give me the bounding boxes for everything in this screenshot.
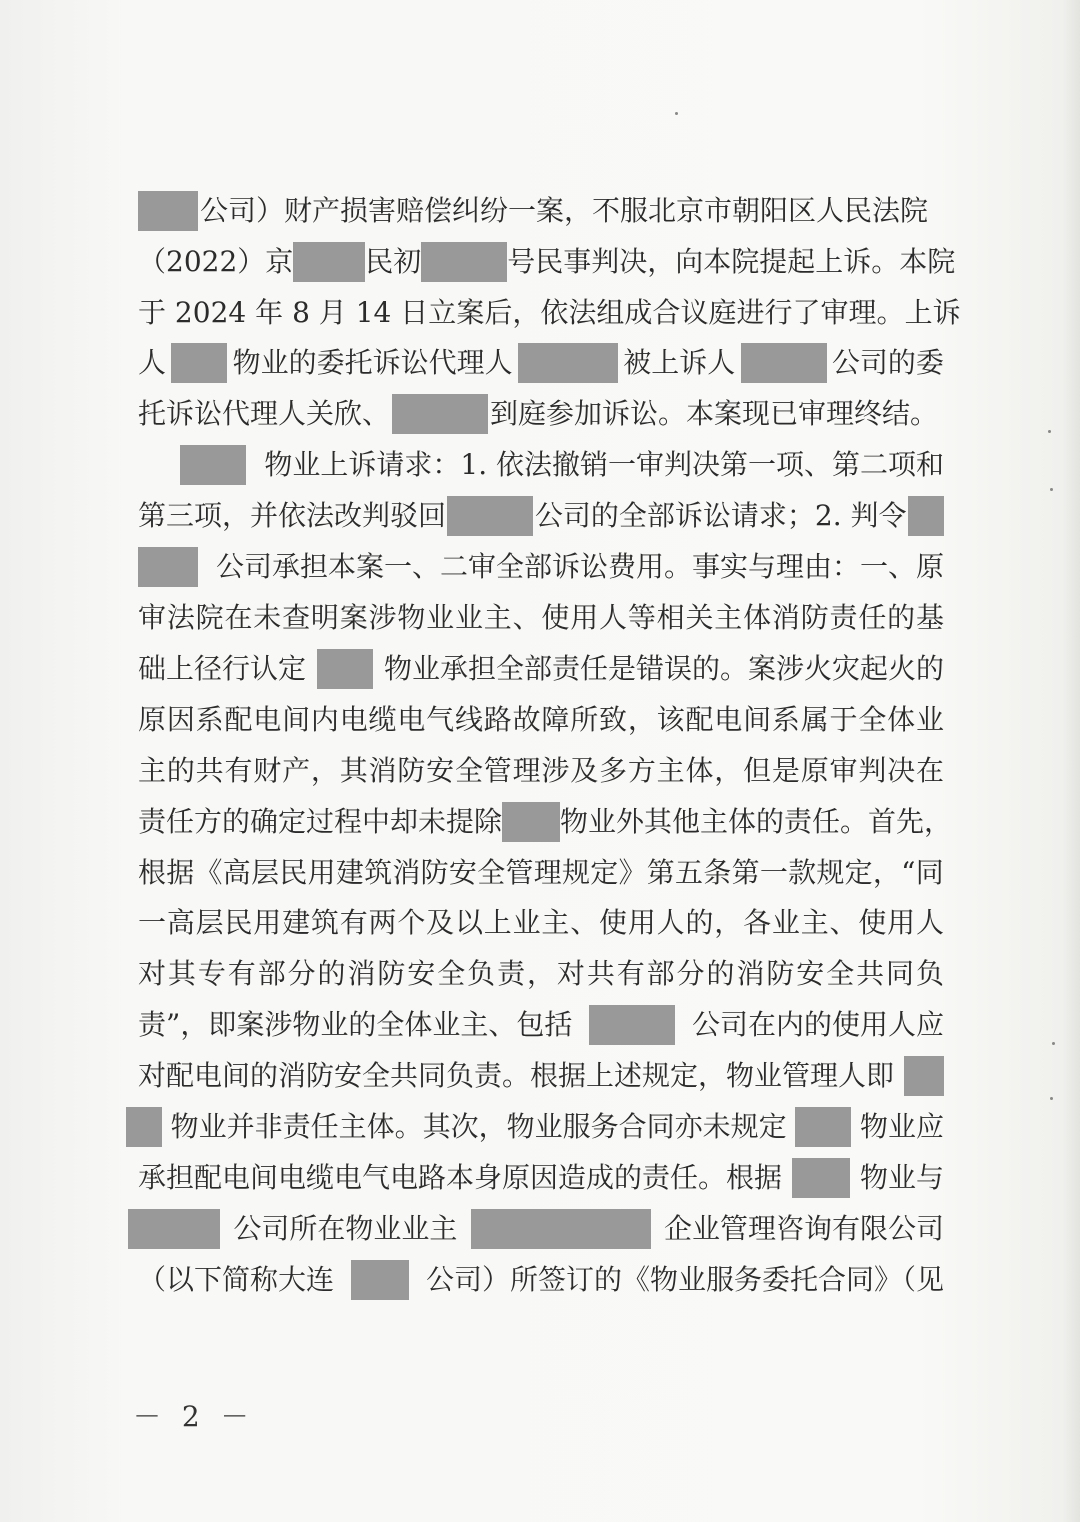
text-char (283, 288, 292, 338)
scan-speck (1050, 1097, 1053, 1100)
text-segment: 被上诉人 (623, 346, 736, 379)
text-char: 体 (685, 754, 714, 787)
redaction-block (795, 1107, 851, 1147)
text-char: 规 (561, 856, 590, 889)
text-char: 上 (904, 296, 933, 329)
text-char: 主 (483, 601, 512, 634)
text-char: 同 (915, 856, 944, 889)
page-number: － 2 － (133, 1400, 255, 1433)
text-char: 故 (512, 703, 541, 736)
text-char: 用 (307, 856, 336, 889)
text-char: 的 (166, 754, 195, 787)
text-char: 建 (282, 906, 311, 939)
text-char: 消 (736, 957, 765, 990)
text-char: 安 (407, 957, 436, 990)
text-char: 审 (829, 754, 858, 787)
text-char: 电 (253, 703, 282, 736)
text-line (126, 1102, 944, 1152)
text-segment: （2022）京 (138, 245, 294, 278)
text-char: 业 (454, 601, 483, 634)
text-char: 规 (816, 856, 845, 889)
text-segment: 物业与 (859, 1161, 944, 1194)
redaction-block (126, 1107, 162, 1147)
text-char: 多 (599, 754, 628, 787)
text-line (138, 237, 956, 287)
text-line (138, 1255, 944, 1305)
text-char: 了 (792, 296, 821, 329)
text-char: 防 (766, 957, 795, 990)
text-char: 负 (467, 957, 496, 990)
text-char: ， (526, 957, 555, 990)
redaction-block (171, 343, 227, 383)
redaction-block (908, 496, 944, 536)
scan-speck (1052, 1042, 1055, 1045)
text-segment (138, 695, 944, 745)
text-char: 理 (533, 856, 562, 889)
text-segment: 物业外其他主体的责任。首先， (560, 805, 953, 838)
text-char: 在 (224, 601, 253, 634)
text-char: 主 (541, 906, 570, 939)
text-line (138, 288, 961, 338)
text-segment: 公司）所签订的《物业服务委托合同》（见 (425, 1263, 944, 1296)
text-char: 原 (138, 703, 167, 736)
text-char: 防 (397, 754, 426, 787)
text-char: 业 (426, 601, 455, 634)
text-char: 有 (227, 957, 256, 990)
text-char: 因 (166, 703, 195, 736)
text-segment: 企业管理咨询有限公司 (663, 1212, 944, 1245)
text-char: 安 (448, 856, 477, 889)
text-char: 间 (743, 703, 772, 736)
text-char: 查 (282, 601, 311, 634)
text-char: 障 (541, 703, 570, 736)
text-char: 进 (736, 296, 765, 329)
text-segment (138, 848, 944, 898)
text-char: 民 (224, 906, 253, 939)
text-segment: 公司）财产损害赔偿纠纷一案，不服北京市朝阳区人民法院 (200, 194, 929, 227)
text-char: 一 (759, 856, 788, 889)
text-char: 筑 (364, 856, 393, 889)
text-char: 人 (599, 601, 628, 634)
text-segment: 责任方的确定过程中却未提除 (138, 805, 503, 838)
text-char: 共 (586, 957, 615, 990)
text-char: 致 (599, 703, 628, 736)
text-segment (138, 898, 944, 948)
text-char: 成 (624, 296, 653, 329)
text-segment (138, 593, 944, 643)
text-char: 任 (858, 601, 887, 634)
text-char: 是 (771, 754, 800, 787)
text-char: 涉 (541, 754, 570, 787)
text-char: 其 (339, 754, 368, 787)
text-line (180, 440, 944, 490)
text-char: 以 (454, 906, 483, 939)
text-segment (138, 949, 944, 999)
text-char: 个 (397, 906, 426, 939)
text-segment: 承担配电间电缆电气电路本身原因造成的责任。根据 (138, 1161, 783, 1194)
text-char: 有 (224, 754, 253, 787)
text-char: 立 (428, 296, 457, 329)
text-char: 管 (505, 856, 534, 889)
text-char: 决 (887, 754, 916, 787)
text-segment: 号民事判决，向本院提起上诉。本院 (507, 245, 956, 278)
text-char (310, 288, 319, 338)
text-char: 、 (829, 906, 858, 939)
text-char: 有 (616, 957, 645, 990)
text-char: ， (714, 754, 743, 787)
text-char: 主 (138, 754, 167, 787)
text-line (138, 644, 944, 694)
text-char: 电 (397, 703, 426, 736)
text-char: 安 (426, 754, 455, 787)
text-char: 涉 (368, 601, 397, 634)
text-char: 缆 (368, 703, 397, 736)
text-char: 月 (318, 296, 347, 329)
text-char: 安 (796, 957, 825, 990)
text-char: 全 (826, 957, 855, 990)
text-segment: 物业承担全部责任是错误的。案涉火灾起火的 (383, 652, 944, 685)
text-segment: 公司的委 (831, 346, 944, 379)
redaction-block (317, 649, 373, 689)
text-char: 责 (497, 957, 526, 990)
text-segment: （以下简称大连 (138, 1263, 335, 1296)
text-line (138, 338, 944, 388)
text-char: 专 (197, 957, 226, 990)
text-char: 第 (646, 856, 675, 889)
text-char: 部 (257, 957, 286, 990)
text-char: 分 (676, 957, 705, 990)
text-char: 判 (858, 754, 887, 787)
text-segment: 第三项，并依法改判驳回 (138, 499, 447, 532)
text-char: 层 (251, 856, 280, 889)
text-char: 用 (253, 906, 282, 939)
text-char: 该 (656, 703, 685, 736)
scan-speck (1050, 488, 1053, 491)
page-edge-shadow (1062, 0, 1080, 1522)
redaction-block (447, 496, 533, 536)
text-char: 理 (512, 754, 541, 787)
text-char: 高 (166, 906, 195, 939)
text-char: 两 (368, 906, 397, 939)
text-char: 消 (392, 856, 421, 889)
text-line (138, 186, 944, 236)
text-char: 电 (339, 703, 368, 736)
text-char: 、 (570, 906, 599, 939)
text-line (138, 898, 944, 948)
text-line (138, 1153, 944, 1203)
redaction-block (792, 1158, 850, 1198)
text-char: 理 (848, 296, 877, 329)
text-char: ， (872, 856, 901, 889)
text-segment: 民初 (365, 245, 422, 278)
text-line (138, 695, 944, 745)
text-char: 使 (858, 906, 887, 939)
text-char: 筑 (310, 906, 339, 939)
redaction-block (180, 445, 246, 485)
text-char: 在 (915, 754, 944, 787)
text-char: 用 (887, 906, 916, 939)
text-char: 消 (347, 957, 376, 990)
text-char: 依 (540, 296, 569, 329)
text-char: 上 (483, 906, 512, 939)
text-char: 负 (915, 957, 944, 990)
redaction-block (421, 242, 507, 282)
text-line (138, 1000, 944, 1050)
text-char: 部 (646, 957, 675, 990)
text-char: 2 (210, 296, 229, 329)
text-char: 内 (310, 703, 339, 736)
text-char: 方 (627, 754, 656, 787)
text-char: 合 (652, 296, 681, 329)
redaction-block (138, 547, 198, 587)
text-char: 层 (195, 906, 224, 939)
text-char: 1 (355, 296, 374, 329)
text-char: 业 (512, 906, 541, 939)
text-char: 人 (656, 906, 685, 939)
text-char: 建 (335, 856, 364, 889)
text-char: 第 (731, 856, 760, 889)
text-char: 所 (570, 703, 599, 736)
text-char: 物 (397, 601, 426, 634)
text-char: 但 (743, 754, 772, 787)
text-char: 4 (373, 296, 392, 329)
text-char: ， (627, 703, 656, 736)
text-char: 体 (743, 601, 772, 634)
text-char: 主 (714, 601, 743, 634)
text-char: 明 (310, 601, 339, 634)
text-line (138, 949, 944, 999)
text-char: 诉 (932, 296, 961, 329)
text-segment: 公司承担本案一、二审全部诉讼费用。事实与理由：一、原 (215, 550, 944, 583)
text-char: 等 (627, 601, 656, 634)
text-char: 相 (656, 601, 685, 634)
text-char: 全 (858, 703, 887, 736)
text-segment: 物业上诉请求：1. 依法撤销一审判决第一项、第二项和 (264, 448, 944, 481)
redaction-block (138, 191, 198, 231)
text-segment: 公司在内的使用人应 (691, 1008, 944, 1041)
text-char: 未 (253, 601, 282, 634)
text-line (138, 848, 944, 898)
text-char: 的 (887, 601, 916, 634)
text-segment: 公司所在物业业主 (233, 1212, 458, 1245)
text-segment: 础上径行认定 (138, 652, 307, 685)
text-char: 使 (541, 601, 570, 634)
text-char: 、 (512, 601, 541, 634)
text-char (347, 288, 356, 338)
text-char: 对 (556, 957, 585, 990)
text-char: 及 (570, 754, 599, 787)
redaction-block (471, 1209, 651, 1249)
text-char: 有 (339, 906, 368, 939)
text-segment: 物业应 (859, 1110, 944, 1143)
text-segment: 人 (138, 346, 167, 379)
text-char: 属 (800, 703, 829, 736)
text-char: 议 (680, 296, 709, 329)
text-line (138, 389, 944, 439)
text-segment: 托诉讼代理人关欣、 (138, 397, 391, 430)
redaction-block (589, 1005, 675, 1045)
text-char: 2 (174, 296, 193, 329)
text-char (166, 288, 175, 338)
text-char: 业 (915, 703, 944, 736)
text-char: 的 (685, 906, 714, 939)
text-segment: 物业并非责任主体。其次，物业服务合同亦未规定 (170, 1110, 787, 1143)
text-char: 防 (377, 957, 406, 990)
text-char: 全 (437, 957, 466, 990)
text-char: 消 (771, 601, 800, 634)
text-char: 于 (829, 703, 858, 736)
text-char: 关 (685, 601, 714, 634)
text-char: 间 (282, 703, 311, 736)
text-char: 系 (771, 703, 800, 736)
text-char: 《 (194, 856, 223, 889)
text-char: 》 (618, 856, 647, 889)
text-char: 8 (292, 296, 310, 329)
text-char: 4 (228, 296, 247, 329)
text-char: 一 (138, 906, 167, 939)
text-line (138, 746, 944, 796)
text-char: 配 (685, 703, 714, 736)
text-line (138, 797, 953, 847)
text-char: 院 (195, 601, 224, 634)
text-segment: 到庭参加诉讼。本案现已审理终结。 (490, 397, 939, 430)
text-char: 主 (656, 754, 685, 787)
text-char: 防 (420, 856, 449, 889)
text-char: 年 (255, 296, 284, 329)
redaction-block (392, 394, 488, 434)
text-char: 共 (856, 957, 885, 990)
text-char: 审 (138, 601, 167, 634)
text-char: 线 (454, 703, 483, 736)
text-char: 用 (570, 601, 599, 634)
text-char: ， (310, 754, 339, 787)
redaction-block (293, 242, 365, 282)
text-char: 条 (703, 856, 732, 889)
text-char: 全 (454, 754, 483, 787)
text-char: 组 (596, 296, 625, 329)
text-char: 的 (317, 957, 346, 990)
text-char: 气 (426, 703, 455, 736)
text-char: ， (512, 296, 541, 329)
text-char: ， (714, 906, 743, 939)
text-line (138, 542, 944, 592)
text-char: 分 (287, 957, 316, 990)
text-segment: 对配电间的消防安全共同负责。根据上述规定，物业管理人即 (138, 1059, 895, 1092)
text-char: 原 (800, 754, 829, 787)
text-char: 体 (887, 703, 916, 736)
text-char: 电 (714, 703, 743, 736)
redaction-block (502, 802, 560, 842)
text-char: 于 (138, 296, 167, 329)
text-char: 用 (627, 906, 656, 939)
text-char: 法 (166, 601, 195, 634)
text-char: 款 (788, 856, 817, 889)
text-char: 路 (483, 703, 512, 736)
redaction-block (904, 1056, 944, 1096)
text-char: 据 (166, 856, 195, 889)
text-char: 五 (675, 856, 704, 889)
redaction-block (128, 1209, 220, 1249)
text-char: 基 (915, 601, 944, 634)
text-char: 配 (224, 703, 253, 736)
text-char (246, 288, 255, 338)
text-segment: 公司的全部诉讼请求；2. 判令 (534, 499, 907, 532)
text-char: 其 (167, 957, 196, 990)
text-char: 责 (829, 601, 858, 634)
redaction-block (741, 343, 827, 383)
text-char (391, 288, 400, 338)
text-char: 案 (339, 601, 368, 634)
text-char: 使 (599, 906, 628, 939)
text-char: 各 (743, 906, 772, 939)
text-segment: 物业的委托诉讼代理人 (232, 346, 513, 379)
text-char: 行 (764, 296, 793, 329)
text-char: 业 (771, 906, 800, 939)
text-char: 消 (368, 754, 397, 787)
text-char: 产 (282, 754, 311, 787)
text-char: 人 (915, 906, 944, 939)
text-char: 根 (138, 856, 167, 889)
redaction-block (518, 343, 618, 383)
text-char: 法 (568, 296, 597, 329)
text-char: 定 (844, 856, 873, 889)
text-char: 。 (876, 296, 905, 329)
text-char: 后 (484, 296, 513, 329)
text-segment: 责”，即案涉物业的全体业主、包括 (138, 1008, 573, 1041)
text-char: 日 (400, 296, 429, 329)
text-segment (138, 288, 961, 338)
text-char: 庭 (708, 296, 737, 329)
text-char: 民 (279, 856, 308, 889)
text-char: 全 (477, 856, 506, 889)
text-char: 防 (800, 601, 829, 634)
text-char: 同 (886, 957, 915, 990)
scan-speck (675, 112, 678, 115)
text-line (138, 1051, 944, 1101)
text-char: 对 (138, 957, 167, 990)
text-char: 审 (820, 296, 849, 329)
text-char: 财 (253, 754, 282, 787)
text-char: 主 (800, 906, 829, 939)
text-char: 案 (456, 296, 485, 329)
text-char: 及 (426, 906, 455, 939)
text-segment (138, 746, 944, 796)
scan-speck (1048, 430, 1051, 433)
text-char: 0 (192, 296, 211, 329)
text-char: 高 (222, 856, 251, 889)
text-char: 的 (706, 957, 735, 990)
redaction-block (351, 1260, 409, 1300)
text-char: 管 (483, 754, 512, 787)
text-char: 共 (195, 754, 224, 787)
text-char: 系 (195, 703, 224, 736)
text-line (128, 1204, 944, 1254)
text-char: 定 (590, 856, 619, 889)
text-char: “ (901, 856, 916, 889)
text-line (138, 593, 944, 643)
text-line (138, 491, 944, 541)
